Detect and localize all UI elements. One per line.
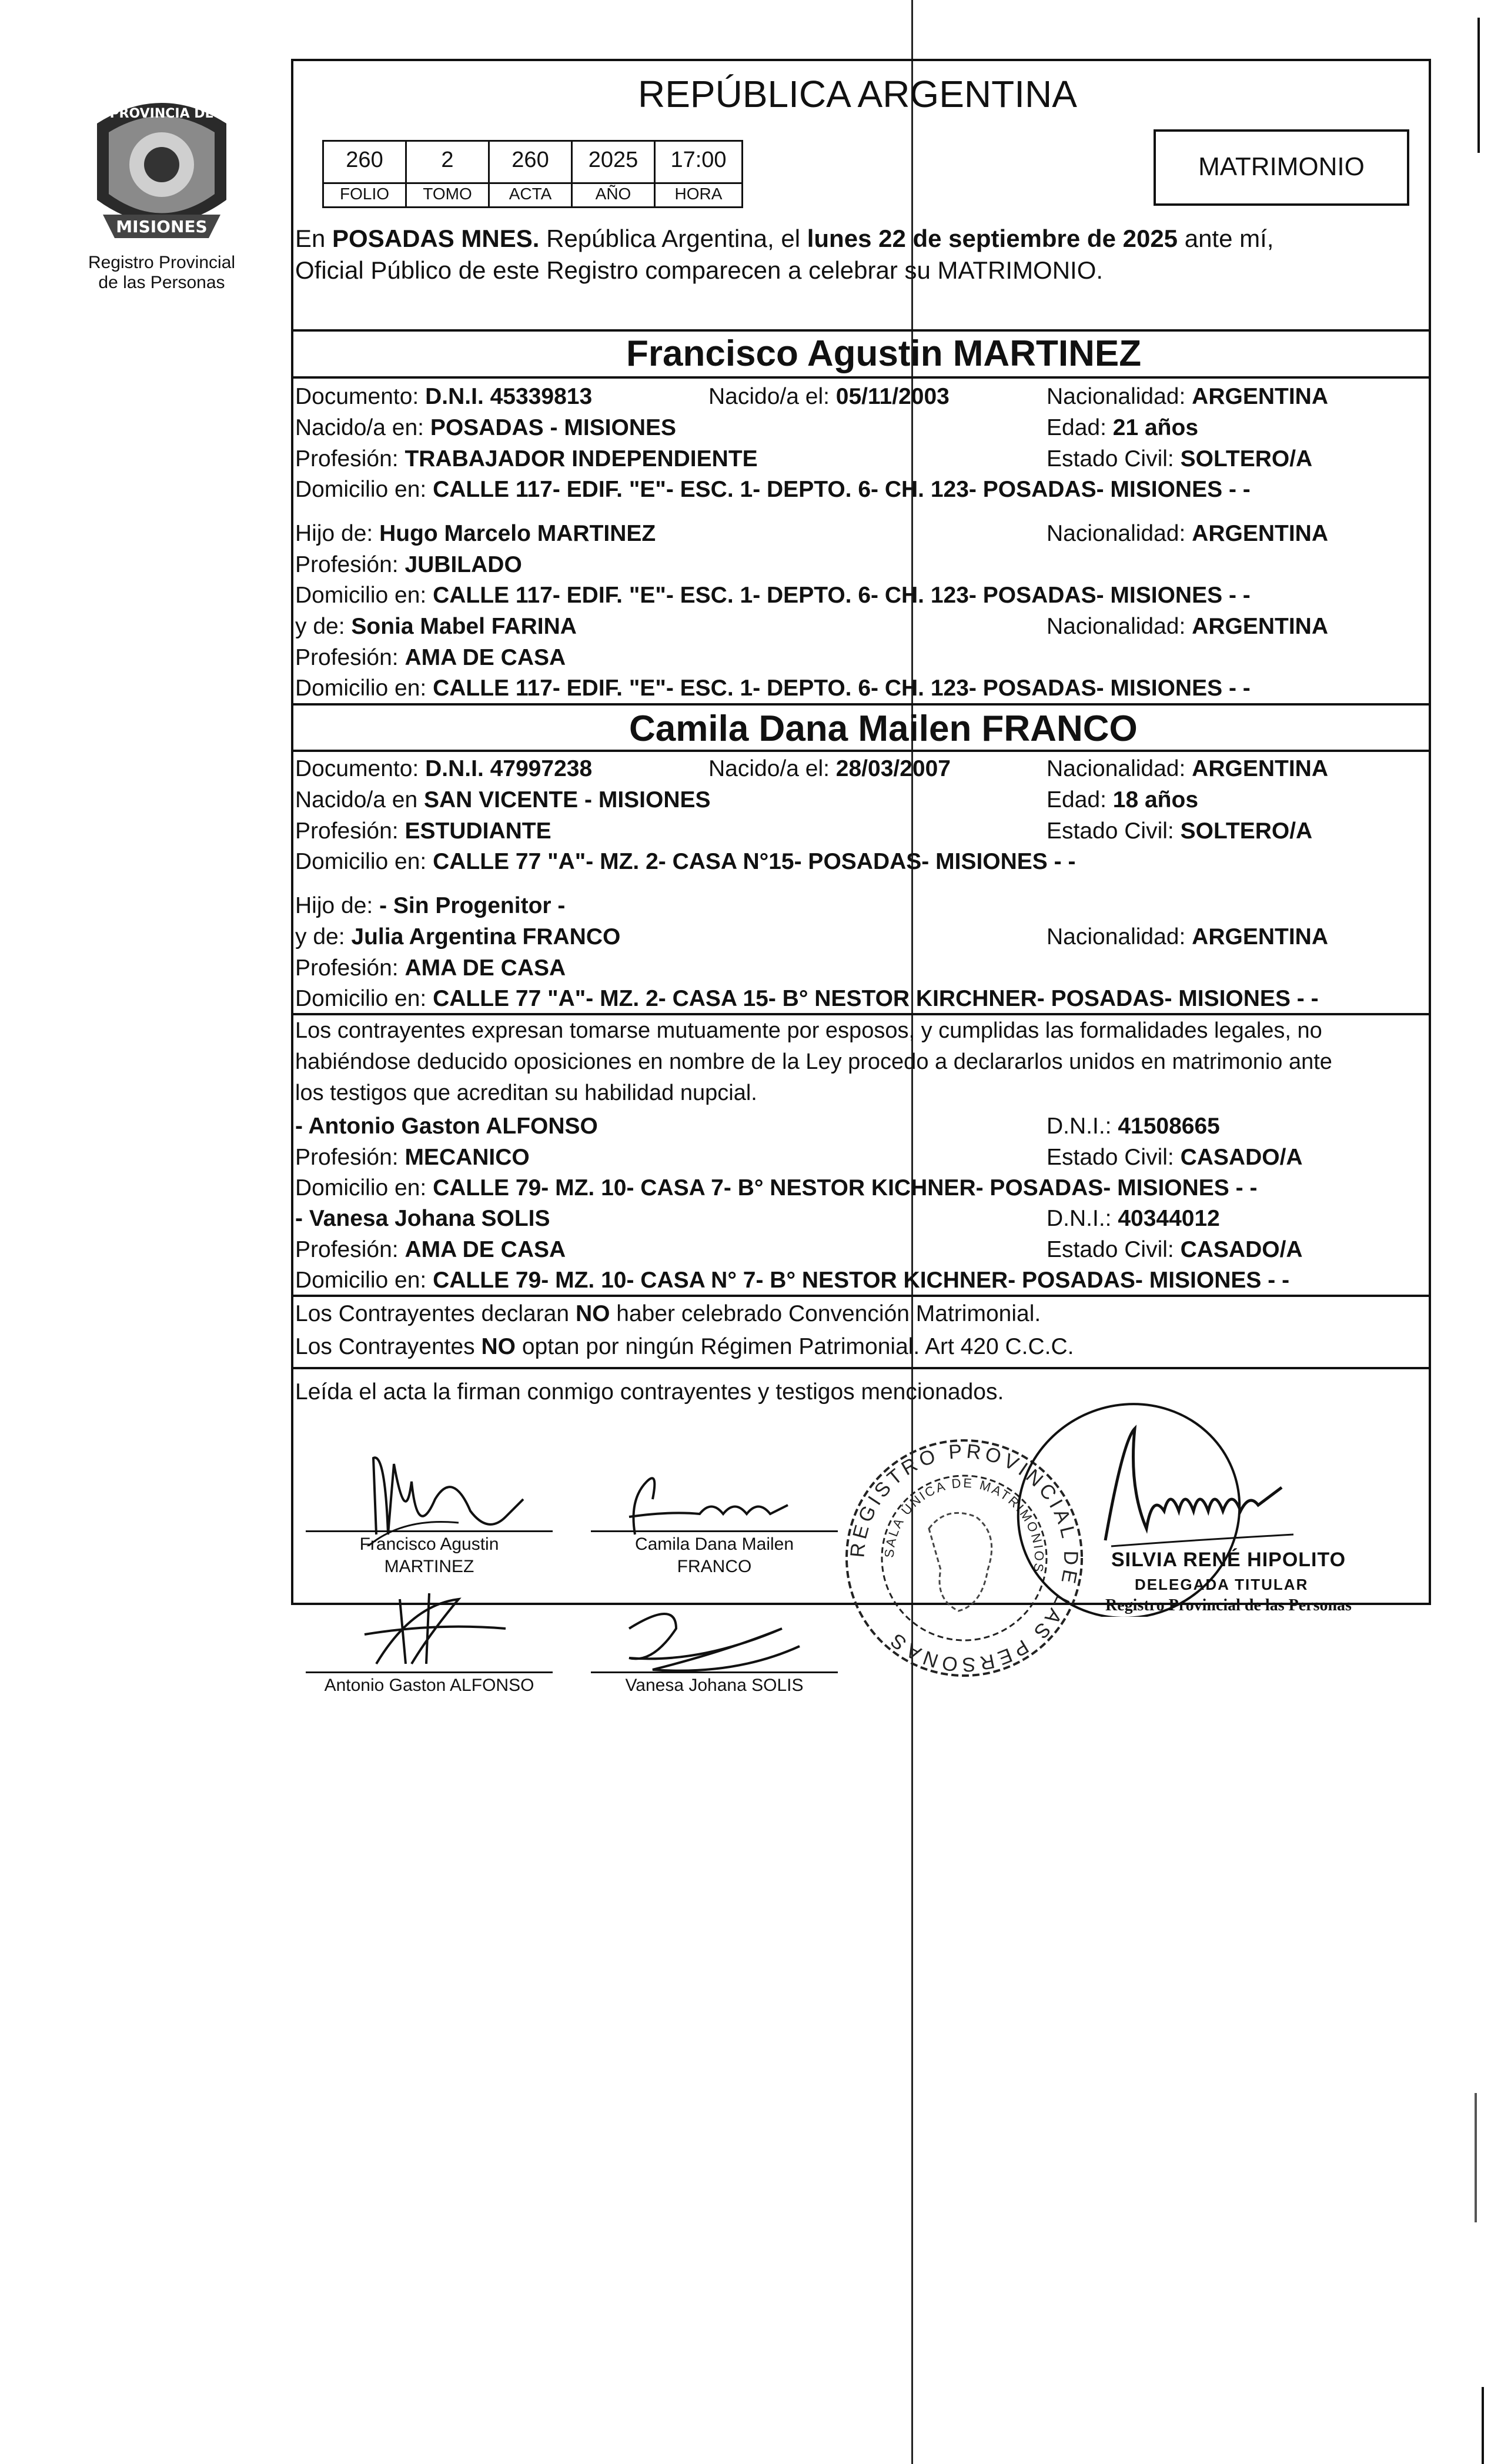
- stamp-inner-text: SALA ÚNICA DE MATRIMONIOS: [881, 1475, 1047, 1575]
- bride-father-label: Hijo de:: [295, 893, 380, 918]
- declaration-line-3: los testigos que acreditan su habilidad nupcial.: [295, 1081, 757, 1105]
- witness-2-prof-label: Profesión:: [295, 1237, 405, 1262]
- groom-father-address: [295, 582, 1251, 609]
- groom-mother-addr-value: CALLE 117- EDIF. "E"- ESC. 1- DEPTO. 6- CH. 123- POSADAS- MISIONES - -: [433, 676, 1251, 701]
- groom-father-nationality: [1047, 520, 1328, 547]
- bride-nat-label: Nacionalidad:: [1047, 756, 1192, 781]
- witness-2-signature-line: [591, 1671, 838, 1673]
- registry-emblem: [82, 88, 241, 265]
- divider-groom: [291, 703, 1431, 706]
- folio-cell: [322, 140, 407, 184]
- acta-value: 260: [512, 148, 549, 172]
- registry-name: [56, 253, 268, 293]
- groom-mother-value: Sonia Mabel FARINA: [351, 614, 577, 639]
- witness-2-profession: [295, 1236, 566, 1263]
- officer-title: DELEGADA TITULAR: [1135, 1576, 1309, 1593]
- groom-profession: [295, 446, 758, 473]
- witness-1-signature-name: Antonio Gaston ALFONSO: [324, 1676, 534, 1695]
- bride-address: [295, 848, 1075, 875]
- witness-2-dni-label: D.N.I.:: [1047, 1206, 1118, 1231]
- bride-mother-address: [295, 985, 1319, 1012]
- folio-label-cell: [322, 182, 407, 208]
- witness-1-address: [295, 1175, 1257, 1202]
- groom-mother-nationality: [1047, 613, 1328, 640]
- groom-doc-label: Documento:: [295, 384, 426, 409]
- bride-prof-label: Profesión:: [295, 818, 405, 844]
- bride-nat-value: ARGENTINA: [1192, 756, 1329, 781]
- groom-civil-value: SOLTERO/A: [1180, 446, 1313, 472]
- folio-label: FOLIO: [339, 185, 389, 203]
- registry-name-line2: de las Personas: [98, 273, 225, 292]
- divider-witnesses: [291, 1295, 1431, 1297]
- bride-father: [295, 892, 565, 920]
- groom-addr-label: Domicilio en:: [295, 477, 433, 502]
- regime-prefix: Los Contrayentes: [295, 1334, 482, 1359]
- groom-addr-value: CALLE 117- EDIF. "E"- ESC. 1- DEPTO. 6- CH. 123- POSADAS- MISIONES - -: [433, 477, 1251, 502]
- tomo-label: TOMO: [423, 185, 472, 203]
- intro-country: República Argentina, el: [539, 225, 807, 252]
- groom-father-label: Hijo de:: [295, 521, 380, 546]
- bride-age-label: Edad:: [1047, 787, 1113, 813]
- divider-conventions: [291, 1367, 1431, 1369]
- divider-groom-name: [291, 376, 1431, 379]
- groom-doc: [295, 383, 592, 410]
- groom-mother-nat-value: ARGENTINA: [1192, 614, 1329, 639]
- groom-mother: [295, 613, 577, 640]
- groom-mother-nat-label: Nacionalidad:: [1047, 614, 1192, 639]
- groom-father: [295, 520, 656, 547]
- groom-doc-value: D.N.I. 45339813: [425, 384, 593, 409]
- witness-2-address: [295, 1267, 1289, 1294]
- witness-1-dni-label: D.N.I.:: [1047, 1114, 1118, 1139]
- groom-father-prof-value: JUBILADO: [404, 552, 522, 577]
- year-label: AÑO: [595, 185, 631, 203]
- acta-label-cell: [488, 182, 573, 208]
- country-title: REPÚBLICA ARGENTINA: [638, 73, 1077, 115]
- groom-prof-value: TRABAJADOR INDEPENDIENTE: [404, 446, 758, 472]
- groom-age-label: Edad:: [1047, 415, 1113, 440]
- bride-mother-prof-value: AMA DE CASA: [404, 955, 566, 981]
- year-label-cell: [571, 182, 656, 208]
- bride-signature-name-1: Camila Dana Mailen: [634, 1534, 794, 1554]
- witness-2-civil-label: Estado Civil:: [1047, 1237, 1181, 1262]
- acta-cell: [488, 140, 573, 184]
- act-type-label: MATRIMONIO: [1198, 152, 1365, 181]
- convention-line: [295, 1300, 1041, 1328]
- witness-1-addr-label: Domicilio en:: [295, 1175, 433, 1201]
- hour-label-cell: [654, 182, 743, 208]
- convention-suffix: haber celebrado Convención Matrimonial.: [610, 1301, 1041, 1326]
- groom-nat-value: ARGENTINA: [1192, 384, 1329, 409]
- declaration-line-2: habiéndose deducido oposiciones en nombre de la Ley procedo a declararlos unidos en matrimonio ante: [295, 1049, 1332, 1074]
- scan-edge-mark-corner: [1482, 2387, 1484, 2464]
- witness-2-addr-label: Domicilio en:: [295, 1268, 433, 1293]
- act-type-box: [1154, 129, 1409, 206]
- intro-suffix: ante mí,: [1178, 225, 1274, 252]
- bride-age-value: 18 años: [1112, 787, 1199, 813]
- province-seal-icon: [82, 88, 241, 265]
- groom-signature-name-2: MARTINEZ: [384, 1557, 474, 1576]
- bride-mother-profession: [295, 955, 566, 982]
- divider-bride-name: [291, 750, 1431, 752]
- groom-mother-addr-label: Domicilio en:: [295, 676, 433, 701]
- witness-2-name: - Vanesa Johana SOLIS: [295, 1206, 550, 1231]
- officer-office: Registro Provincial de las Personas: [1105, 1596, 1352, 1614]
- stamp-ring-text: REGISTRO PROVINCIAL DE LAS PERSONAS: [846, 1440, 1082, 1676]
- bride-born-on-value: 28/03/2007: [835, 756, 951, 781]
- bride-mother-nationality: [1047, 924, 1328, 951]
- groom-signature-line: [306, 1530, 553, 1532]
- groom-father-prof-label: Profesión:: [295, 552, 405, 577]
- bride-mother-nat-value: ARGENTINA: [1192, 924, 1329, 950]
- bride-born-on: [708, 755, 951, 783]
- hour-value: 17:00: [670, 148, 727, 172]
- witness-1-profession: [295, 1144, 530, 1171]
- bride-civil-value: SOLTERO/A: [1180, 818, 1313, 844]
- year-cell: [571, 140, 656, 184]
- tomo-label-cell: [405, 182, 490, 208]
- witness-2-civil-value: CASADO/A: [1180, 1237, 1303, 1262]
- regime-suffix: optan por ningún Régimen Patrimonial. Art 420 C.C.C.: [516, 1334, 1074, 1359]
- bride-age: [1047, 787, 1198, 814]
- witness-1-civil: [1047, 1144, 1303, 1171]
- intro-line-2: Oficial Público de este Registro comparecen a celebrar su MATRIMONIO.: [295, 256, 1104, 284]
- bride-mother: [295, 924, 620, 951]
- bride-born-in: [295, 787, 711, 814]
- groom-born-in: [295, 414, 676, 442]
- groom-father-addr-label: Domicilio en:: [295, 583, 433, 608]
- groom-father-nat-value: ARGENTINA: [1192, 521, 1329, 546]
- groom-mother-profession: [295, 644, 566, 671]
- tomo-cell: [405, 140, 490, 184]
- bride-addr-value: CALLE 77 "A"- MZ. 2- CASA N°15- POSADAS- MISIONES - -: [433, 849, 1076, 874]
- witness-1-name: - Antonio Gaston ALFONSO: [295, 1114, 598, 1139]
- bride-doc-label: Documento:: [295, 756, 426, 781]
- tomo-value: 2: [441, 148, 454, 172]
- hour-cell: [654, 140, 743, 184]
- bride-doc-value: D.N.I. 47997238: [425, 756, 593, 781]
- bride-nationality: [1047, 755, 1328, 783]
- bride-profession: [295, 818, 551, 845]
- bride-addr-label: Domicilio en:: [295, 849, 433, 874]
- intro-line-1: [295, 225, 1273, 252]
- divider-bride: [291, 1013, 1431, 1015]
- groom-prof-label: Profesión:: [295, 446, 405, 472]
- declaration-line-1: Los contrayentes expresan tomarse mutuamente por esposos, y cumplidas las formalidades legales, no: [295, 1018, 1322, 1043]
- groom-civil-label: Estado Civil:: [1047, 446, 1181, 472]
- groom-born-on: [708, 383, 950, 410]
- intro-prefix: En: [295, 225, 333, 252]
- hour-label: HORA: [674, 185, 723, 203]
- bride-born-in-value: SAN VICENTE - MISIONES: [423, 787, 711, 813]
- groom-mother-prof-label: Profesión:: [295, 645, 405, 670]
- registry-name-line1: Registro Provincial: [88, 253, 236, 272]
- bride-mother-addr-value: CALLE 77 "A"- MZ. 2- CASA 15- B° NESTOR KIRCHNER- POSADAS- MISIONES - -: [433, 986, 1319, 1011]
- witness-2-addr-value: CALLE 79- MZ. 10- CASA N° 7- B° NESTOR KICHNER- POSADAS- MISIONES - -: [433, 1268, 1290, 1293]
- groom-born-in-value: POSADAS - MISIONES: [430, 415, 677, 440]
- groom-father-addr-value: CALLE 117- EDIF. "E"- ESC. 1- DEPTO. 6- CH. 123- POSADAS- MISIONES - -: [433, 583, 1251, 608]
- bride-signature-line: [591, 1530, 838, 1532]
- regime-no: NO: [481, 1334, 516, 1359]
- convention-no: NO: [575, 1301, 610, 1326]
- bride-civil-label: Estado Civil:: [1047, 818, 1181, 844]
- acta-label: ACTA: [509, 185, 552, 203]
- bride-civil: [1047, 818, 1312, 845]
- witness-2-handwritten-signature: [606, 1593, 817, 1681]
- bride-doc: [295, 755, 592, 783]
- bride-mother-value: Julia Argentina FRANCO: [351, 924, 621, 950]
- divider-intro: [291, 329, 1431, 332]
- bride-mother-label: y de:: [295, 924, 352, 950]
- intro-place: POSADAS MNES.: [332, 225, 540, 252]
- groom-signature-name-1: Francisco Agustin: [359, 1534, 499, 1554]
- witness-2-dni-value: 40344012: [1118, 1206, 1220, 1231]
- groom-born-on-label: Nacido/a el:: [708, 384, 836, 409]
- officer-name: SILVIA RENÉ HIPOLITO: [1111, 1549, 1346, 1571]
- groom-father-profession: [295, 551, 522, 579]
- bride-prof-value: ESTUDIANTE: [404, 818, 551, 844]
- convention-prefix: Los Contrayentes declaran: [295, 1301, 576, 1326]
- groom-mother-address: [295, 675, 1251, 702]
- bride-father-value: - Sin Progenitor -: [379, 893, 566, 918]
- witness-1-prof-value: MECANICO: [404, 1145, 530, 1170]
- groom-age: [1047, 414, 1198, 442]
- witness-1-civil-value: CASADO/A: [1180, 1145, 1303, 1170]
- groom-mother-label: y de:: [295, 614, 352, 639]
- bride-name: Camila Dana Mailen FRANCO: [629, 708, 1138, 749]
- witness-2-signature-name: Vanesa Johana SOLIS: [625, 1676, 804, 1695]
- bride-mother-addr-label: Domicilio en:: [295, 986, 433, 1011]
- intro-date: lunes 22 de septiembre de 2025: [807, 225, 1178, 252]
- regime-line: [295, 1333, 1074, 1360]
- witness-1-dni: [1047, 1113, 1220, 1140]
- witness-1-handwritten-signature: [341, 1582, 517, 1670]
- svg-text:MISIONES: MISIONES: [116, 217, 208, 236]
- bride-signature-name-2: FRANCO: [677, 1557, 752, 1576]
- bride-born-in-label: Nacido/a en: [295, 787, 424, 813]
- witness-1-civil-label: Estado Civil:: [1047, 1145, 1181, 1170]
- year-value: 2025: [588, 148, 638, 172]
- witness-2-prof-value: AMA DE CASA: [404, 1237, 566, 1262]
- bride-mother-prof-label: Profesión:: [295, 955, 405, 981]
- witness-2-dni: [1047, 1205, 1220, 1232]
- groom-born-in-label: Nacido/a en:: [295, 415, 430, 440]
- witness-1-prof-label: Profesión:: [295, 1145, 405, 1170]
- groom-nationality: [1047, 383, 1328, 410]
- witness-1-addr-value: CALLE 79- MZ. 10- CASA 7- B° NESTOR KICHNER- POSADAS- MISIONES - -: [433, 1175, 1258, 1201]
- groom-born-on-value: 05/11/2003: [835, 384, 950, 409]
- closing-text: Leída el acta la firman conmigo contrayentes y testigos mencionados.: [295, 1379, 1004, 1405]
- svg-text:PROVINCIA DE: PROVINCIA DE: [109, 106, 214, 121]
- bride-born-on-label: Nacido/a el:: [708, 756, 836, 781]
- groom-father-value: Hugo Marcelo MARTINEZ: [379, 521, 656, 546]
- groom-address: [295, 476, 1251, 503]
- folio-value: 260: [346, 148, 383, 172]
- groom-age-value: 21 años: [1112, 415, 1199, 440]
- groom-father-nat-label: Nacionalidad:: [1047, 521, 1192, 546]
- groom-civil: [1047, 446, 1312, 473]
- bride-mother-nat-label: Nacionalidad:: [1047, 924, 1192, 950]
- witness-2-civil: [1047, 1236, 1303, 1263]
- witness-1-dni-value: 41508665: [1118, 1114, 1220, 1139]
- groom-nat-label: Nacionalidad:: [1047, 384, 1192, 409]
- scan-edge-mark-bottom: [1475, 2093, 1477, 2222]
- witness-1-signature-line: [306, 1671, 553, 1673]
- scan-edge-mark-top: [1477, 18, 1480, 153]
- groom-mother-prof-value: AMA DE CASA: [404, 645, 566, 670]
- groom-name: Francisco Agustin MARTINEZ: [626, 333, 1142, 374]
